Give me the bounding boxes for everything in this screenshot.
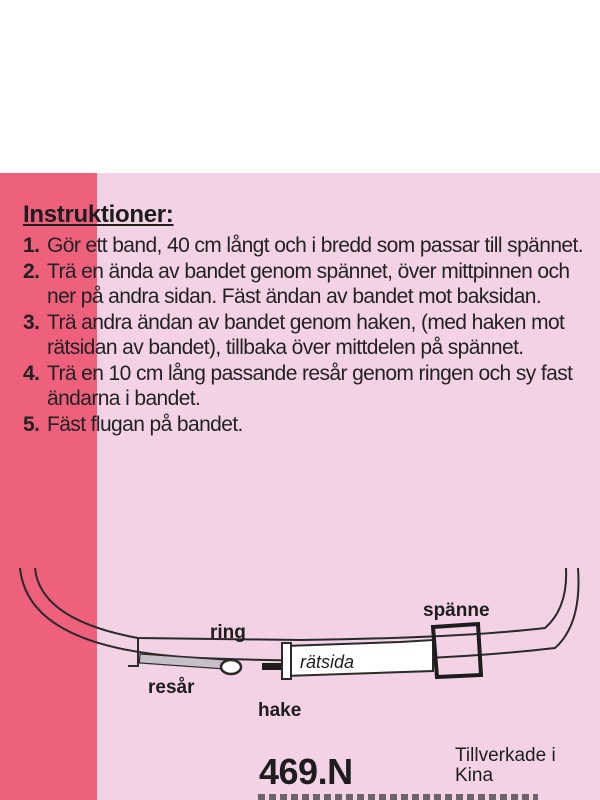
ring-shape	[221, 660, 241, 674]
step-number: 5.	[23, 413, 40, 436]
right-side-end	[282, 643, 291, 679]
steps-list	[23, 233, 593, 437]
label-ratsida: rätsida	[300, 652, 355, 672]
label-hake: hake	[258, 700, 302, 721]
step-3	[23, 310, 593, 360]
instruction-card	[0, 173, 600, 800]
step-text: Fäst flugan på bandet.	[47, 413, 243, 436]
step-number: 1.	[23, 234, 40, 257]
step-number: 2.	[23, 260, 40, 283]
step-text: Gör ett band, 40 cm långt och i bredd som passar till spännet.	[47, 234, 583, 257]
country-of-origin: Tillverkade i Kina	[455, 745, 556, 786]
model-number: 469.N	[259, 751, 353, 792]
step-text: Trä andra ändan av bandet genom haken, (med haken mot rätsidan av bandet), tillbaka över mittdelen på spännet.	[47, 311, 565, 359]
label-resar: resår	[148, 677, 195, 698]
step-1	[23, 233, 593, 258]
step-4	[23, 361, 593, 411]
step-number: 4.	[23, 362, 40, 385]
step-number: 3.	[23, 311, 40, 334]
buckle-shape	[433, 624, 481, 677]
bowtie-strap-diagram	[0, 558, 600, 748]
label-ring: ring	[210, 622, 246, 643]
step-text: Trä en 10 cm lång passande resår genom ringen och sy fast ändarna i bandet.	[47, 362, 573, 410]
instructions-title: Instruktioner:	[23, 201, 174, 228]
instructions	[23, 201, 593, 438]
label-spanne: spänne	[423, 600, 490, 621]
step-5	[23, 412, 593, 437]
step-2	[23, 259, 593, 309]
cut-off-text-line	[258, 794, 538, 800]
step-text: Trä en ända av bandet genom spännet, över mittpinnen och ner på andra sidan. Fäst ändan av bandet mot baksidan.	[47, 260, 570, 308]
